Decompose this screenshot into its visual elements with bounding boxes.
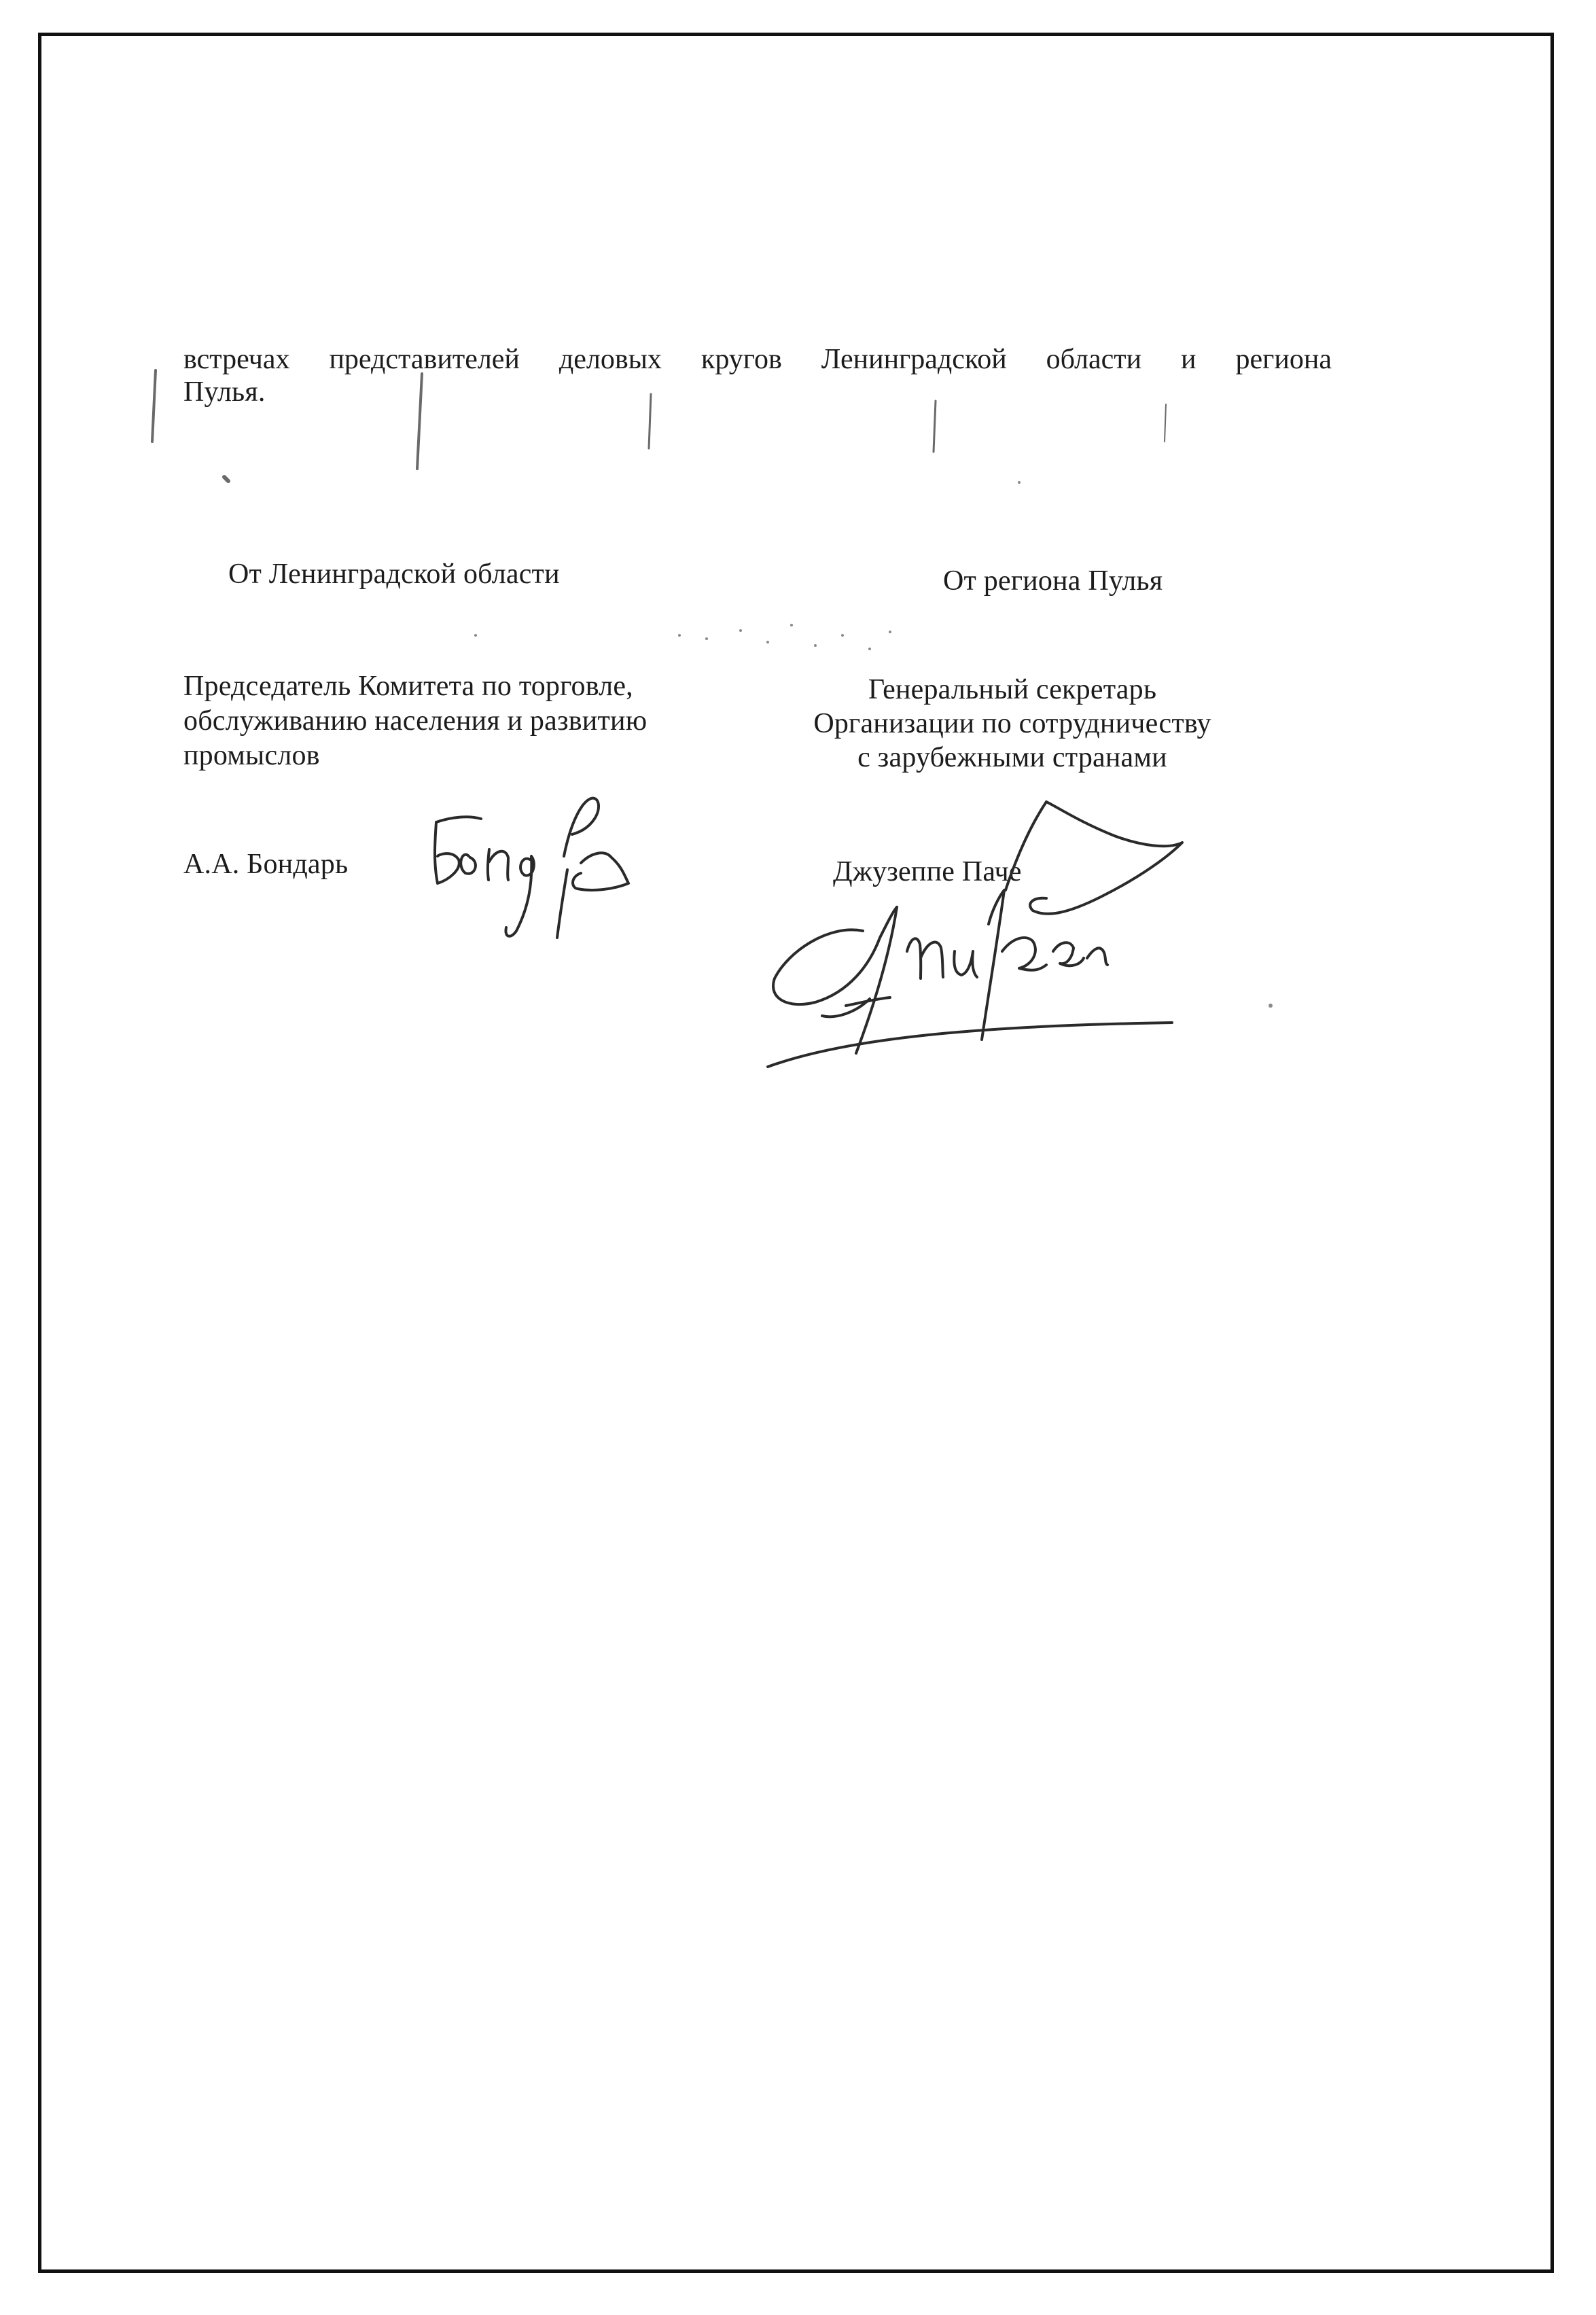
right-party-heading: От региона Пулья	[943, 565, 1163, 597]
right-signatory-name: Джузеппе Паче	[833, 856, 1022, 887]
left-party-heading: От Ленинградской области	[228, 559, 560, 590]
intro-text-line-2: Пулья.	[183, 376, 266, 408]
intro-text-line-1: встречах представителей деловых кругов Ленинградской области и региона	[183, 344, 1332, 375]
right-position-line-3: с зарубежными странами	[857, 742, 1167, 773]
right-position-line-1: Генеральный секретарь	[868, 674, 1157, 705]
right-position-line-2: Организации по сотрудничеству	[813, 708, 1211, 739]
left-position-line-1: Председатель Комитета по торговле,	[183, 671, 633, 702]
left-position-line-2: обслуживанию населения и развитию	[183, 705, 648, 737]
left-signatory-name: А.А. Бондарь	[183, 849, 349, 880]
left-position-line-3: промыслов	[183, 740, 320, 771]
